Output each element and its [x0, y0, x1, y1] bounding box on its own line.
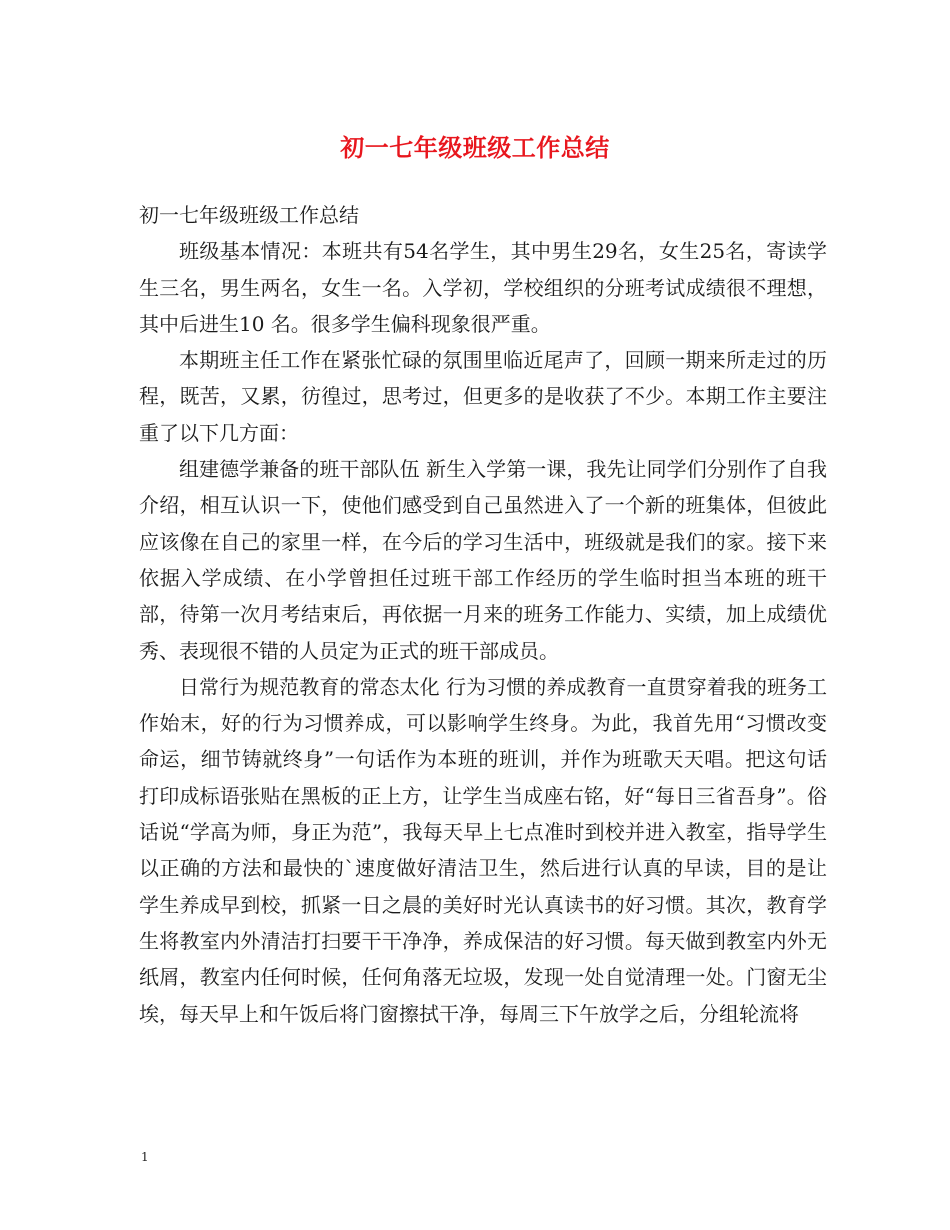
paragraph-class-info: 班级基本情况：本班共有54名学生，其中男生29名，女生25名，寄读学生三名，男生两名，女生一名。入学初，学校组织的分班考试成绩很不理想，其中后进生10 名。很多学生偏科现象很严重。: [139, 239, 827, 336]
paragraph-behavior-norms: 日常行为规范教育的常态太化 行为习惯的养成教育一直贯穿着我的班务工作始末，好的行为习惯养成，可以影响学生终身。为此，我首先用“习惯改变命运，细节铸就终身”一句话作为本班的班训，并作为班歌天天唱。把这句话打印成标语张贴在黑板的正上方，让学生当成座右铭，好“每日三省吾身”。俗话说“学高为师，身正为范”，我每天早上七点准时到校并进入教室，指导学生以正确的方法和最快的`速度做好清洁卫生，然后进行认真的早读，目的是让学生养成早到校，抓紧一日之晨的美好时光认真读书的好习惯。其次，教育学生将教室内外清洁打扫要干干净净，养成保洁的好习惯。每天做到教室内外无纸屑，教室内任何时候，任何角落无垃圾，发现一处自觉清理一处。门窗无尘埃，每天早上和午饭后将门窗擦拭干净，每周三下午放学之后，分组轮流将: [139, 674, 827, 1026]
paragraph-review: 本期班主任工作在紧张忙碌的氛围里临近尾声了，回顾一期来所走过的历程，既苦，又累，彷徨过，思考过，但更多的是收获了不少。本期工作主要注重了以下几方面：: [139, 348, 827, 445]
paragraph-class-committee: 组建德学兼备的班干部队伍 新生入学第一课，我先让同学们分别作了自我介绍，相互认识一下，使他们感受到自己虽然进入了一个新的班集体，但彼此应该像在自己的家里一样，在今后的学习生活中，班级就是我们的家。接下来依据入学成绩、在小学曾担任过班干部工作经历的学生临时担当本班的班干部，待第一次月考结束后，再依据一月来的班务工作能力、实绩，加上成绩优秀、表现很不错的人员定为正式的班干部成员。: [139, 457, 827, 663]
document-title: 初一七年级班级工作总结: [340, 133, 610, 162]
subtitle-line: 初一七年级班级工作总结: [139, 203, 359, 227]
document-body: [139, 197, 827, 1032]
page-number: 1: [141, 1150, 149, 1164]
